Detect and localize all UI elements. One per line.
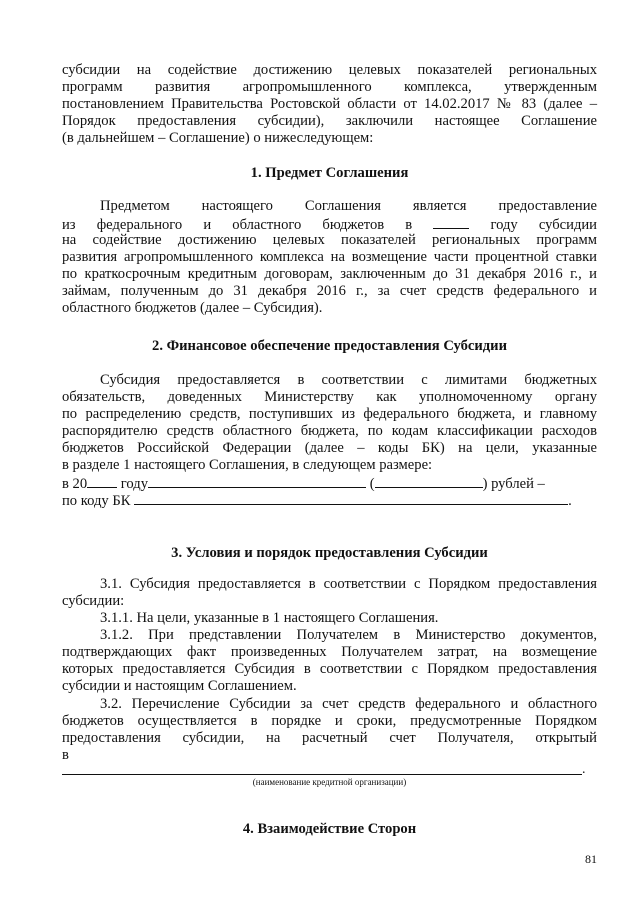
- p32-line-1: 3.2. Перечисление Субсидии за счет средств федерального и областного: [100, 696, 597, 712]
- intro-line-1: субсидии на содействие достижению целевых показателей региональных: [62, 62, 597, 78]
- year-word: году: [120, 476, 149, 492]
- p312-line-4: субсидии и настоящим Соглашением.: [62, 678, 297, 694]
- p31-line-2: субсидии:: [62, 593, 125, 609]
- intro-line-2: программ развития агропромышленного комплекса, утвержденным: [62, 79, 597, 95]
- page-number: 81: [585, 852, 597, 866]
- p312-line-1: 3.1.2. При представлении Получателем в Министерство документов,: [100, 627, 597, 643]
- amount-blank: [148, 474, 366, 488]
- section-2-line-5: бюджетов Российской Федерации (далее – коды БК) на цели, указанные: [62, 440, 597, 456]
- intro-line-4: Порядок предоставления субсидии), заключили настоящее Соглашение: [62, 113, 597, 129]
- section-4-title: 4. Взаимодействие Сторон: [242, 821, 417, 837]
- section-2-line-3: по распределению средств, поступивших из федерального бюджета, и главному: [62, 406, 597, 422]
- p311-line: 3.1.1. На цели, указанные в 1 настоящего Соглашения.: [100, 610, 439, 626]
- year-prefix: в 20: [62, 476, 88, 492]
- section-1-line-1: Предметом настоящего Соглашения является предоставление: [100, 198, 597, 214]
- section-2-line-4: распорядителю средств областного бюджета, по кодам классификации расходов: [62, 423, 597, 439]
- paren-open: (: [369, 476, 375, 492]
- p312-line-2: подтверждающих факт произведенных Получателем затрат, на возмещение: [62, 644, 597, 660]
- amount-words-blank: [375, 474, 483, 488]
- bk-blank: [134, 491, 568, 505]
- p31-line-1: 3.1. Субсидия предоставляется в соответствии с Порядком предоставления: [100, 576, 597, 592]
- bank-name-rule-end: .: [582, 762, 586, 777]
- p32-line-2: бюджетов осуществляется в порядке и сроки, предусмотренные Порядком: [62, 713, 597, 729]
- section-1-line-4: развития агропромышленного комплекса на возмещение части процентной ставки: [62, 249, 597, 265]
- intro-line-3: постановлением Правительства Ростовской области от 14.02.2017 № 83 (далее –: [62, 96, 597, 112]
- section-1-line-2-after: году субсидии: [490, 217, 597, 233]
- section-3-title: 3. Условия и порядок предоставления Субсидии: [171, 545, 488, 561]
- bank-name-rule: [62, 774, 582, 775]
- section-1-line-3: на содействие достижению целевых показателей региональных программ: [62, 232, 597, 248]
- p32-line-4: в: [62, 747, 69, 763]
- bk-line: [62, 491, 597, 510]
- section-1-line-7: областного бюджетов (далее – Субсидия).: [62, 300, 323, 316]
- bank-name-caption: (наименование кредитной организации): [252, 777, 407, 787]
- section-1-line-6: займам, полученным до 31 декабря 2016 г., за счет средств федерального и: [62, 283, 597, 299]
- section-2-title: 2. Финансовое обеспечение предоставления Субсидии: [152, 338, 507, 354]
- section-2-line-2: обязательств, доведенных Министерству как уполномоченному органу: [62, 389, 597, 405]
- year-suffix-blank: [87, 474, 117, 488]
- year-blank: [433, 215, 469, 229]
- paren-close: ) рублей –: [482, 476, 545, 492]
- section-2-line-6: в разделе 1 настоящего Соглашения, в следующем размере:: [62, 457, 433, 473]
- section-1-title: 1. Предмет Соглашения: [250, 165, 409, 181]
- section-2-line-1: Субсидия предоставляется в соответствии с лимитами бюджетных: [100, 372, 597, 388]
- p32-line-3: предоставления субсидии, на расчетный счет Получателя, открытый: [62, 730, 597, 746]
- section-1-line-5: по краткосрочным кредитным договорам, заключенным до 31 декабря 2016 г., и: [62, 266, 597, 282]
- bk-end: .: [568, 493, 572, 509]
- p312-line-3: которых предоставляется Субсидия в соответствии с Порядком предоставления: [62, 661, 597, 677]
- section-1-line-2-before: из федерального и областного бюджетов в: [62, 217, 413, 233]
- intro-line-5: (в дальнейшем – Соглашение) о нижеследующем:: [62, 130, 374, 146]
- bk-prefix: по коду БК: [62, 493, 131, 509]
